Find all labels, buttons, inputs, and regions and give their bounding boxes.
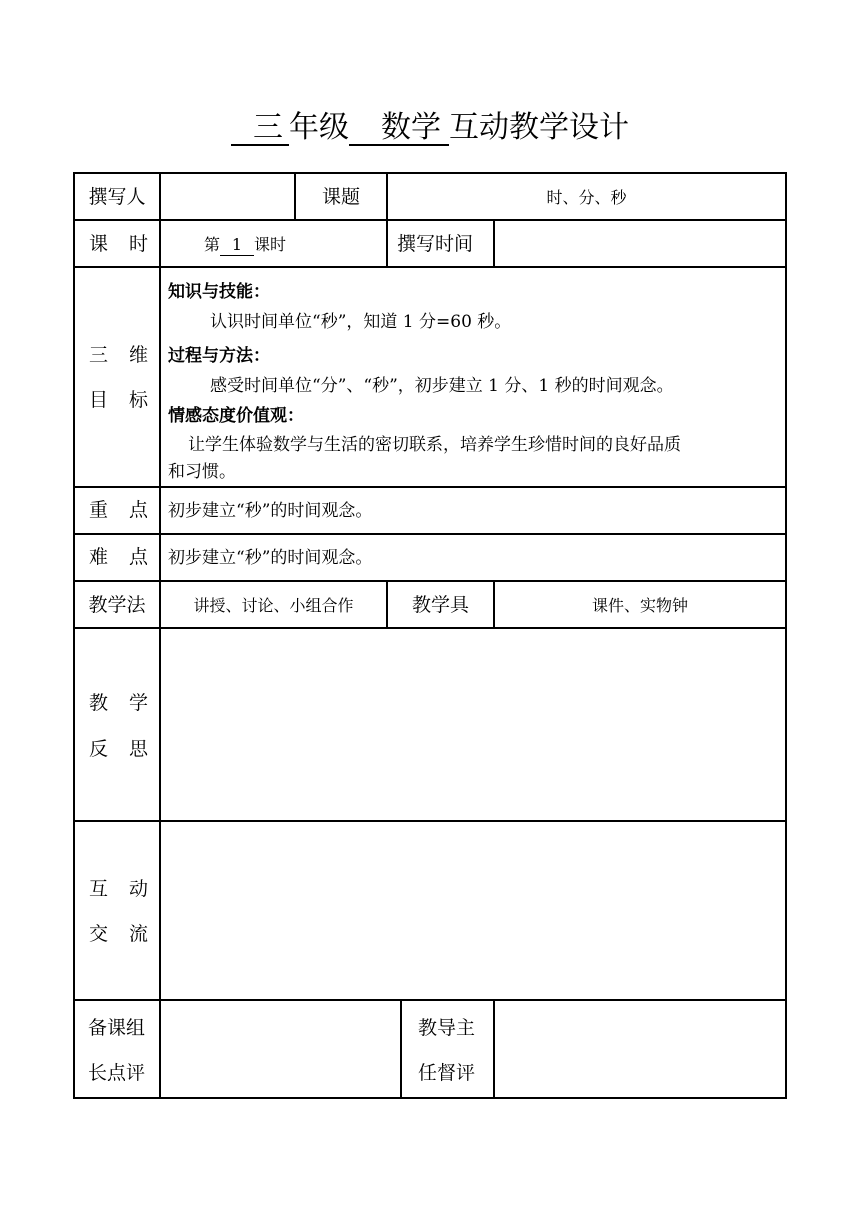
period-number: 1 bbox=[220, 235, 254, 256]
period-prefix: 第 bbox=[204, 235, 221, 254]
reflection-label-4: 思 bbox=[129, 738, 149, 760]
difficulty-label-2: 点 bbox=[129, 546, 149, 568]
difficulty-label-1: 难 bbox=[89, 546, 109, 568]
title-subject: 数学 bbox=[349, 112, 449, 146]
table-line bbox=[73, 486, 787, 488]
goals-label-2: 维 bbox=[129, 344, 149, 366]
author-label: 撰写人 bbox=[88, 186, 146, 208]
title-suffix: 互动教学设计 bbox=[449, 110, 629, 145]
emotion-text-line1: 让学生体验数学与生活的密切联系，培养学生珍惜时间的良好品质 bbox=[188, 435, 681, 455]
reflection-label-1: 教 bbox=[89, 692, 109, 714]
process-heading: 过程与方法： bbox=[168, 346, 270, 366]
table-line bbox=[73, 533, 787, 535]
interaction-label-2: 动 bbox=[129, 878, 149, 900]
interaction-label-4: 流 bbox=[129, 923, 149, 945]
topic-label: 课题 bbox=[321, 186, 360, 208]
table-line bbox=[400, 999, 402, 1099]
page-title bbox=[0, 108, 860, 148]
table-line bbox=[73, 266, 787, 268]
tools-label: 教学具 bbox=[411, 594, 469, 616]
topic-value: 时、分、秒 bbox=[546, 188, 627, 207]
period-label-2: 时 bbox=[129, 233, 149, 255]
method-value: 讲授、讨论、小组合作 bbox=[193, 596, 354, 615]
goals-label-4: 标 bbox=[129, 389, 149, 411]
table-border-left bbox=[73, 172, 75, 1099]
key-point-label-1: 重 bbox=[89, 499, 109, 521]
table-line bbox=[73, 580, 787, 582]
key-point-label-2: 点 bbox=[129, 499, 149, 521]
reflection-label-2: 学 bbox=[129, 692, 149, 714]
knowledge-text: 认识时间单位“秒”，知道 1 分=60 秒。 bbox=[210, 312, 512, 332]
reflection-label-3: 反 bbox=[89, 738, 109, 760]
tools-value: 课件、实物钟 bbox=[591, 596, 688, 615]
emotion-text-line2: 和习惯。 bbox=[168, 462, 236, 482]
table-line bbox=[493, 219, 495, 268]
director-review-label-line1: 教导主 bbox=[418, 1017, 476, 1039]
emotion-heading: 情感态度价值观： bbox=[168, 406, 304, 426]
reflection-content[interactable] bbox=[161, 629, 785, 820]
write-time-label: 撰写时间 bbox=[397, 233, 474, 255]
goals-label-1: 三 bbox=[89, 344, 109, 366]
table-line bbox=[73, 219, 787, 221]
group-review-label-line1: 备课组 bbox=[88, 1017, 146, 1039]
period-value bbox=[204, 232, 286, 258]
goals-label-3: 目 bbox=[89, 389, 109, 411]
director-review-label-line2: 任督评 bbox=[418, 1062, 476, 1084]
table-border-right bbox=[785, 172, 787, 1099]
table-border-bottom bbox=[73, 1097, 787, 1099]
table-border-top bbox=[73, 172, 787, 174]
method-label: 教学法 bbox=[88, 594, 146, 616]
interaction-label-3: 交 bbox=[89, 923, 109, 945]
difficulty-text: 初步建立“秒”的时间观念。 bbox=[168, 548, 373, 568]
group-review-label-line2: 长点评 bbox=[88, 1062, 146, 1084]
interaction-content[interactable] bbox=[161, 822, 785, 999]
title-grade: 三 bbox=[231, 112, 289, 146]
knowledge-heading: 知识与技能： bbox=[168, 282, 270, 302]
title-grade-suffix: 年级 bbox=[289, 110, 349, 145]
key-point-text: 初步建立“秒”的时间观念。 bbox=[168, 501, 373, 521]
period-suffix: 课时 bbox=[254, 235, 287, 254]
period-label-1: 课 bbox=[89, 233, 109, 255]
interaction-label-1: 互 bbox=[89, 878, 109, 900]
group-review-content[interactable] bbox=[161, 1001, 400, 1097]
process-text: 感受时间单位“分”、“秒”，初步建立 1 分、1 秒的时间观念。 bbox=[210, 376, 674, 396]
director-review-content[interactable] bbox=[495, 1001, 785, 1097]
